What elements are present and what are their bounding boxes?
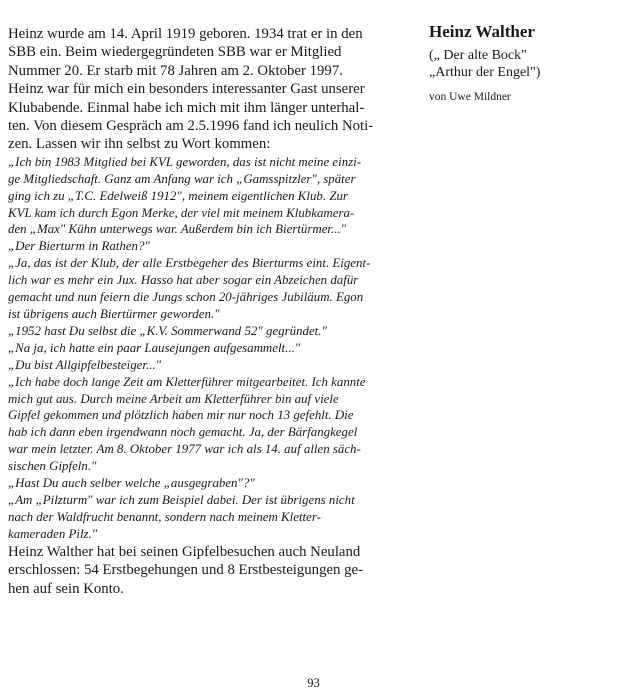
quote-line: den „Max" Kühn unterwegs war. Außerdem bin ich Biertürmer..."	[8, 222, 347, 237]
text-line: Heinz wurde am 14. April 1919 geboren. 1934 trat er in den	[8, 26, 363, 42]
quote-line: lich war es mehr ein Jux. Hasso hat aber sogar ein Abzeichen dafür	[8, 273, 359, 288]
text-line: Nummer 20. Er starb mit 78 Jahren am 2. Oktober 1997.	[8, 62, 343, 79]
quote-line: „Ich bin 1983 Mitglied bei KVL geworden, das ist nicht meine einzi-	[8, 154, 362, 169]
quote-line: hab ich dann eben irgendwann noch gemacht. Ja, der Bärfangkegel	[8, 425, 358, 440]
quote-line: ging ich zu „T.C. Edelweiß 1912", meinem eigentlichen Klub. Zur	[8, 188, 348, 203]
text-line: hen auf sein Konto.	[8, 580, 124, 597]
article-title: Heinz Walther	[429, 22, 535, 41]
quote-line: „Ich habe doch lange Zeit am Kletterführer mitgearbeitet. Ich kannte	[8, 374, 366, 389]
closing-paragraph	[8, 543, 413, 598]
text-line: SBB ein. Beim wiedergegründeten SBB war er Mitglied	[8, 44, 342, 61]
intro-paragraph	[8, 25, 413, 154]
nickname-line: „Arthur der Engel")	[429, 65, 541, 80]
quote-line: „Du bist Allgipfelbesteiger..."	[8, 357, 162, 372]
quote-line: kameraden Pilz."	[8, 526, 98, 541]
quote-line: „Der Bierturm in Rathen?"	[8, 239, 150, 254]
text-line: Klubabende. Einmal habe ich mich mit ihm länger unterhal-	[8, 99, 365, 116]
quote-line: „Ja, das ist der Klub, der alle Erstbegeher des Bierturms eint. Eigent-	[8, 256, 371, 271]
text-line: Heinz war für mich ein besonders interessanter Gast unserer	[8, 81, 365, 98]
quote-line: ist übrigens auch Biertürmer geworden."	[8, 307, 220, 321]
quote-line: „Hast Du auch selber welche „ausgegraben"?"	[8, 476, 255, 491]
article-body	[8, 25, 413, 598]
quote-line: KVL kam ich durch Egon Merke, der viel mit meinem Klubkamera-	[8, 205, 355, 220]
author-byline: von Uwe Mildner	[429, 91, 511, 103]
text-line: zen. Lassen wir ihn selbst zu Wort kommen:	[8, 136, 271, 153]
nickname-line: („ Der alte Bock"	[429, 48, 527, 63]
quote-line: „1952 hast Du selbst die „K.V. Sommerwand 52" gegründet."	[8, 323, 327, 338]
quote-line: gemacht und nun feiern die Jungs schon 20-jähriges Jubiläum. Egon	[8, 290, 364, 305]
text-line: Heinz Walther hat bei seinen Gipfelbesuchen auch Neuland	[8, 543, 361, 560]
interview-quotes	[8, 154, 413, 543]
quote-line: „Na ja, ich hatte ein paar Lausejungen aufgesammelt..."	[8, 340, 301, 355]
text-line: erschlossen: 54 Erstbegehungen und 8 Erstbesteigungen ge-	[8, 562, 364, 579]
quote-line: ge Mitgliedschaft. Ganz am Anfang war ich „Gamsspitzler", später	[8, 171, 356, 186]
article-header-sidebar	[429, 22, 619, 103]
quote-line: „Am „Pilzturm" war ich zum Beispiel dabei. Der ist übrigens nicht	[8, 492, 355, 507]
quote-line: Gipfel gekommen und plötzlich haben mir nur noch 13 gefehlt. Die	[8, 408, 354, 423]
page-number: 93	[307, 676, 320, 690]
quote-line: sischen Gipfeln."	[8, 459, 97, 474]
quote-line: war mein letzter. Am 8. Oktober 1977 war ich als 14. auf allen säch-	[8, 442, 361, 457]
text-line: ten. Von diesem Gespräch am 2.5.1996 fand ich neulich Noti-	[8, 118, 374, 135]
quote-line: nach der Waldfrucht benannt, sondern nach meinem Kletter-	[8, 509, 321, 524]
quote-line: mich gut aus. Durch meine Arbeit am Kletterführer bin auf viele	[8, 391, 339, 406]
